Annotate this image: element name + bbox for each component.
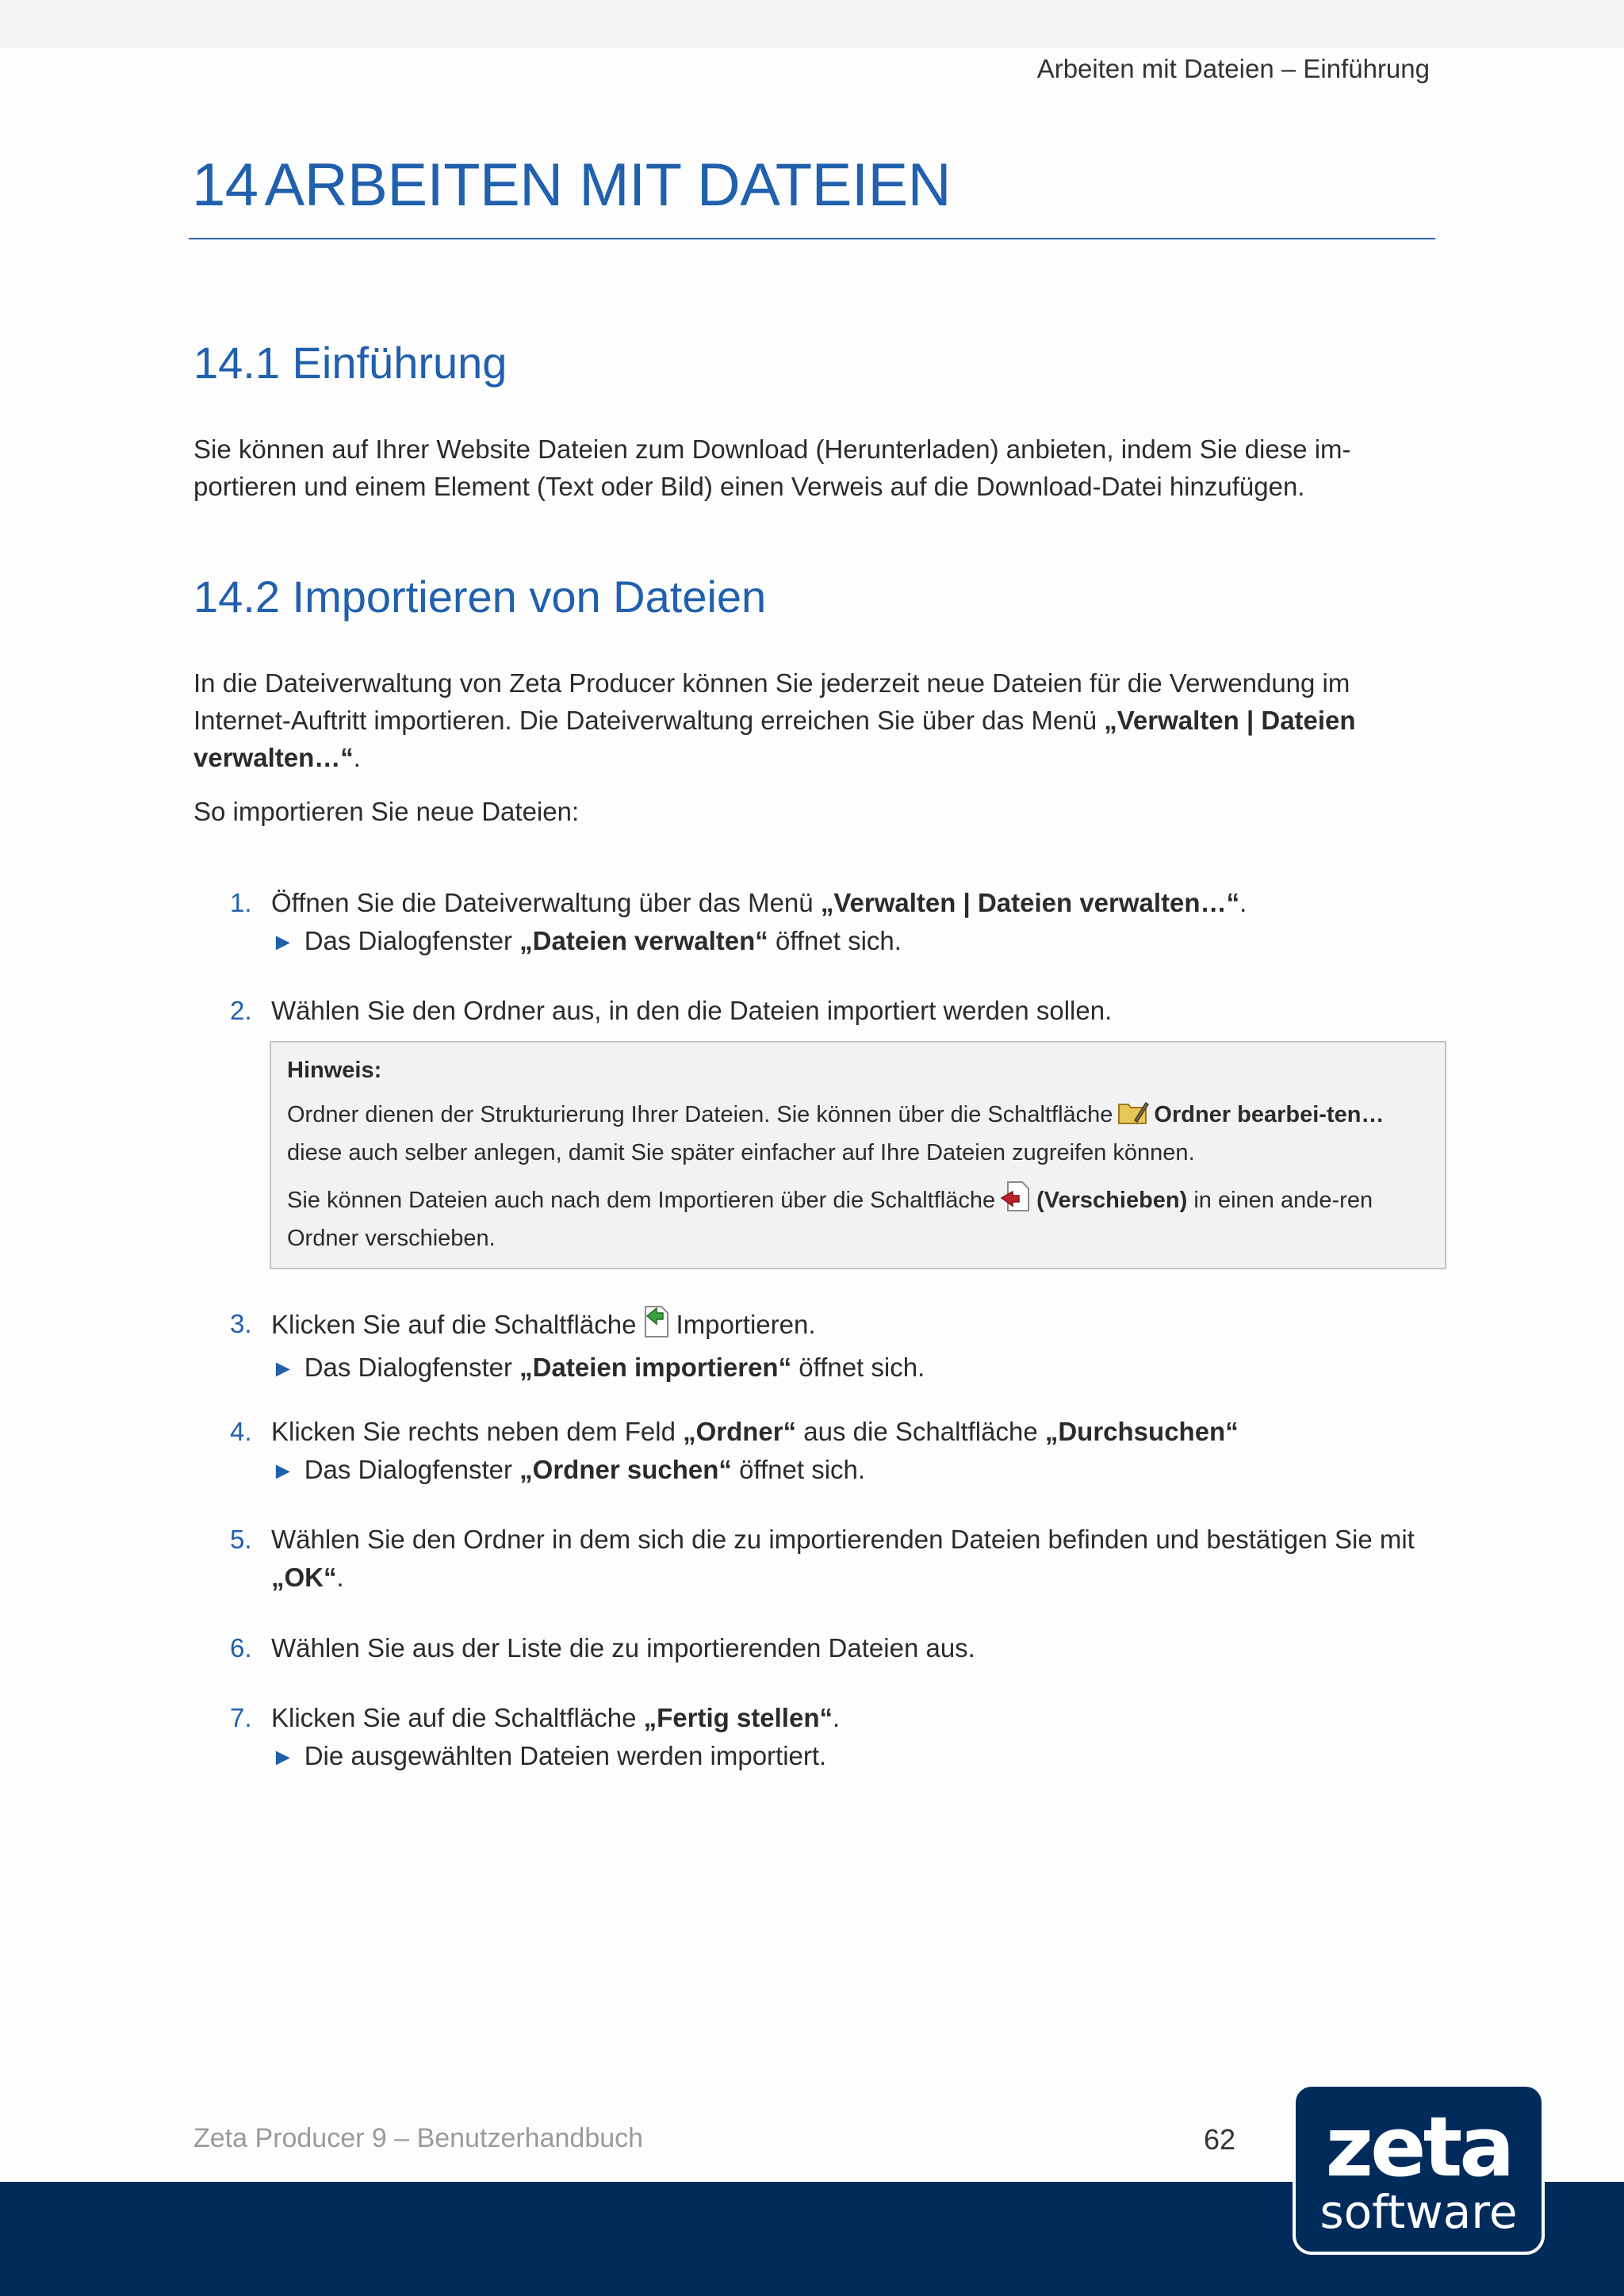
text: öffnet sich. <box>768 926 902 955</box>
hint-paragraph <box>287 1181 1429 1255</box>
step-text <box>271 1699 1451 1737</box>
section-intro-paragraph <box>193 430 1446 505</box>
result-arrow-icon: ► <box>271 1744 295 1770</box>
text: Das Dialogfenster <box>304 1455 520 1484</box>
step-result <box>271 1451 1451 1490</box>
import-intro-paragraph <box>193 664 1446 776</box>
dialog-name: „Ordner suchen“ <box>519 1455 732 1484</box>
result-arrow-icon: ► <box>271 1458 295 1484</box>
import-icon <box>641 1305 671 1349</box>
step-number: 3. <box>230 1309 252 1338</box>
text: Ordner dienen der Strukturierung Ihrer Dateien. Sie können über die Schaltfläche <box>287 1102 1113 1127</box>
paragraph-line: Sie können auf Ihrer Website Dateien zum Download (Herunterladen) anbieten, indem Sie diese im- <box>193 434 1351 464</box>
step-number: 6. <box>230 1633 252 1663</box>
result-arrow-icon: ► <box>271 929 295 955</box>
zeta-software-logo <box>1293 2084 1545 2255</box>
text: Das Dialogfenster <box>304 1353 520 1382</box>
step-text <box>271 1521 1451 1597</box>
step-result <box>271 922 1451 962</box>
field-name: „Ordner“ <box>683 1417 797 1446</box>
button-name: „OK“ <box>271 1563 337 1592</box>
result-arrow-icon: ► <box>271 1356 295 1382</box>
menu-path: „Verwalten | Dateien verwalten…“ <box>193 706 1356 772</box>
text: Importieren. <box>676 1310 816 1339</box>
step-5 <box>230 1521 1451 1597</box>
step-result <box>271 1737 1451 1777</box>
chapter-name: ARBEITEN MIT DATEIEN <box>264 151 952 219</box>
text: . <box>336 1563 344 1592</box>
logo-wordmark: zeta <box>1325 2099 1512 2195</box>
chapter-title <box>192 151 951 220</box>
step-4 <box>230 1413 1451 1490</box>
page-number: 62 <box>1204 2123 1236 2156</box>
text: . <box>1239 888 1247 917</box>
text: Wählen Sie den Ordner in dem sich die zu importierenden Dateien befinden und bestätigen Sie mit <box>271 1525 1415 1554</box>
step-text: Wählen Sie aus der Liste die zu importierenden Dateien aus. <box>271 1633 975 1663</box>
step-number: 7. <box>230 1703 252 1732</box>
text: Die ausgewählten Dateien werden importiert. <box>304 1741 827 1770</box>
move-file-icon <box>1000 1181 1032 1222</box>
logo-subtitle: software <box>1320 2185 1518 2239</box>
text: Öffnen Sie die Dateiverwaltung über das Menü <box>271 888 821 917</box>
dialog-name: „Dateien importieren“ <box>519 1353 792 1382</box>
paragraph-text: In die Dateiverwaltung von Zeta Producer können Sie jederzeit neue Dateien für die Verwendung im Internet-Auftritt importieren. Die Dateiverwaltung erreichen Sie über das Menü <box>193 668 1350 735</box>
text: Klicken Sie auf die Schaltfläche <box>271 1703 644 1732</box>
section-heading-einfuehrung: 14.1 Einführung <box>193 338 508 388</box>
button-name: „Fertig stellen“ <box>643 1703 833 1732</box>
step-result <box>271 1349 1451 1388</box>
step-7 <box>230 1699 1451 1777</box>
step-text <box>271 1413 1451 1451</box>
text: Klicken Sie rechts neben dem Feld <box>271 1417 684 1446</box>
chapter-number: 14 <box>192 151 259 219</box>
step-2 <box>230 992 1451 1030</box>
running-header: Arbeiten mit Dateien – Einführung <box>1036 54 1430 83</box>
step-number: 5. <box>230 1525 252 1554</box>
hint-paragraph <box>287 1098 1429 1169</box>
text: öffnet sich. <box>731 1455 866 1484</box>
hint-box <box>270 1041 1446 1269</box>
chapter-rule <box>189 238 1435 239</box>
step-1 <box>230 884 1451 962</box>
step-3 <box>230 1305 1451 1388</box>
text: öffnet sich. <box>791 1353 925 1382</box>
text: aus die Schaltfläche <box>796 1417 1045 1446</box>
button-name: Ordner bearbei-ten… <box>1154 1102 1385 1127</box>
button-name: „Durchsuchen“ <box>1044 1417 1239 1446</box>
hint-title: Hinweis: <box>287 1058 382 1083</box>
text: diese auch selber anlegen, damit Sie später einfacher auf Ihre Dateien zugreifen können. <box>287 1140 1195 1165</box>
step-text <box>271 884 1451 922</box>
footer-book-title: Zeta Producer 9 – Benutzerhandbuch <box>193 2123 644 2153</box>
step-6 <box>230 1629 1451 1667</box>
text: Klicken Sie auf die Schaltfläche <box>271 1310 637 1339</box>
step-text <box>271 1305 1451 1349</box>
text: Das Dialogfenster <box>304 926 520 955</box>
folder-edit-icon <box>1117 1098 1149 1136</box>
step-number: 1. <box>230 888 252 917</box>
text: Sie können Dateien auch nach dem Importieren über die Schaltfläche <box>287 1188 996 1213</box>
text: in einen ande-ren Ordner verschieben. <box>287 1188 1373 1251</box>
text: . <box>833 1703 841 1732</box>
step-number: 4. <box>230 1417 252 1446</box>
menu-path: „Verwalten | Dateien verwalten…“ <box>820 888 1240 917</box>
paragraph-text: . <box>353 743 361 772</box>
steps-lead-text: So importieren Sie neue Dateien: <box>193 797 580 826</box>
step-text: Wählen Sie den Ordner aus, in den die Dateien importiert werden sollen. <box>271 996 1113 1025</box>
section-heading-importieren: 14.2 Importieren von Dateien <box>193 572 767 622</box>
top-strip <box>0 0 1624 48</box>
dialog-name: „Dateien verwalten“ <box>519 926 768 955</box>
paragraph-line: portieren und einem Element (Text oder Bild) einen Verweis auf die Download-Datei hinzufügen. <box>193 472 1305 501</box>
step-number: 2. <box>230 996 252 1025</box>
button-name: (Verschieben) <box>1036 1188 1188 1213</box>
